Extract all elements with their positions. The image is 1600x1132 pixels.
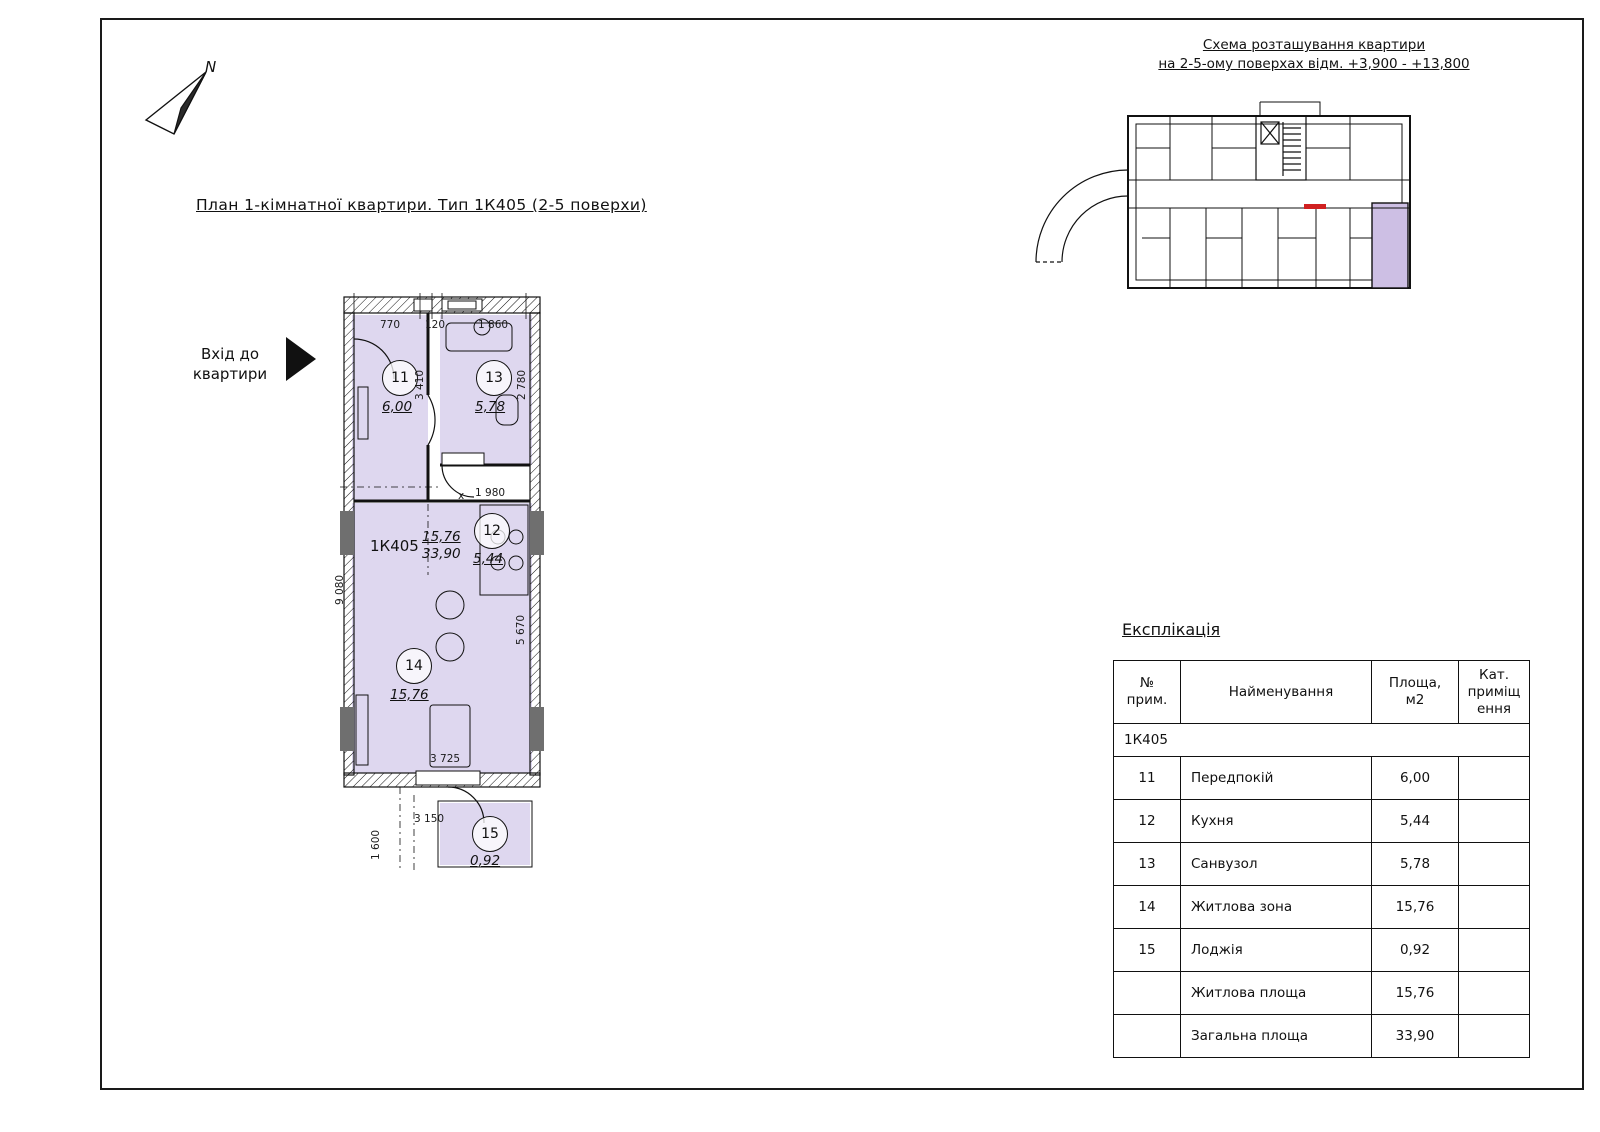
cell-name: Передпокій (1181, 757, 1372, 800)
header-area-line1: Площа, (1388, 675, 1442, 691)
north-arrow-icon (140, 62, 230, 152)
cell-name: Санвузол (1181, 843, 1372, 886)
room-number-12: 12 (474, 513, 510, 549)
cell-name: Загальна площа (1181, 1015, 1372, 1058)
header-area (1372, 661, 1459, 724)
page-title: План 1-кімнатної квартири. Тип 1К405 (2-5 поверхи) (196, 196, 647, 214)
room-area-15: 0,92 (470, 853, 501, 869)
cell-number: 13 (1114, 843, 1181, 886)
dim-120: 120 (425, 319, 446, 331)
dim-2780: 2 780 (516, 369, 528, 400)
dim-3410: 3 410 (414, 369, 426, 400)
cell-number (1114, 972, 1181, 1015)
north-letter: N (205, 58, 217, 76)
table-total-row (1114, 1015, 1530, 1058)
room-area-14: 15,76 (390, 687, 429, 703)
cell-area: 6,00 (1372, 757, 1459, 800)
keyplan-title-line1: Схема розташування квартири (1202, 37, 1426, 53)
cell-area: 15,76 (1372, 886, 1459, 929)
dim-1860: 1 860 (478, 319, 509, 331)
cell-number (1114, 1015, 1181, 1058)
cell-category (1459, 843, 1530, 886)
header-number-line2: прим. (1126, 692, 1168, 708)
table-row (1114, 886, 1530, 929)
keyplan-title-line2: на 2-5-ому поверхах відм. +3,900 - +13,800 (1158, 56, 1470, 72)
cell-area: 0,92 (1372, 929, 1459, 972)
room-number-13: 13 (476, 360, 512, 396)
cell-number: 11 (1114, 757, 1181, 800)
entrance-label-line2: квартири (192, 365, 268, 383)
group-label: 1К405 (1114, 724, 1530, 757)
table-row (1114, 757, 1530, 800)
cell-category (1459, 929, 1530, 972)
cell-number: 15 (1114, 929, 1181, 972)
header-number (1114, 661, 1181, 724)
dim-1600: 1 600 (370, 829, 382, 860)
header-number-line1: № (1139, 675, 1155, 691)
apartment-code: 1К405 (370, 537, 419, 555)
room-number-11: 11 (382, 360, 418, 396)
cell-category (1459, 972, 1530, 1015)
room-number-15: 15 (472, 816, 508, 852)
keyplan-entry-marker (1304, 204, 1326, 209)
cell-area: 5,78 (1372, 843, 1459, 886)
cell-category (1459, 886, 1530, 929)
cell-name: Житлова площа (1181, 972, 1372, 1015)
dim-5670: 5 670 (515, 614, 527, 645)
cell-category (1459, 800, 1530, 843)
cell-name: Житлова зона (1181, 886, 1372, 929)
room-area-11: 6,00 (382, 399, 413, 415)
cell-name: Лоджія (1181, 929, 1372, 972)
header-category-line2: приміщ (1467, 683, 1521, 700)
dim-3725: 3 725 (430, 753, 461, 765)
dim-x: х (458, 490, 465, 502)
table-header-row (1114, 661, 1530, 724)
cell-area: 5,44 (1372, 800, 1459, 843)
keyplan-diagram (1020, 88, 1520, 318)
table-total-row (1114, 972, 1530, 1015)
header-area-line2: м2 (1405, 692, 1425, 708)
dim-3150: 3 150 (414, 813, 445, 825)
apartment-total-area: 33,90 (422, 546, 461, 562)
keyplan-title (1124, 36, 1504, 74)
cell-number: 12 (1114, 800, 1181, 843)
table-row (1114, 929, 1530, 972)
cell-name: Кухня (1181, 800, 1372, 843)
entrance-label-line1: Вхід до (200, 345, 260, 363)
cell-area: 15,76 (1372, 972, 1459, 1015)
cell-area: 33,90 (1372, 1015, 1459, 1058)
table-row (1114, 800, 1530, 843)
table-group-row (1114, 724, 1530, 757)
header-category-line3: ення (1476, 700, 1512, 717)
entrance-label (175, 344, 285, 384)
entrance-arrow-icon (286, 337, 316, 381)
room-area-12: 5,44 (473, 551, 504, 567)
table-row (1114, 843, 1530, 886)
cell-category (1459, 757, 1530, 800)
keyplan-highlighted-apartment (1372, 203, 1408, 288)
room-area-13: 5,78 (475, 399, 506, 415)
dim-770: 770 (380, 319, 401, 331)
apartment-areas (422, 529, 461, 563)
dim-9080: 9 080 (334, 574, 346, 605)
exposition-table (1113, 660, 1530, 1058)
apartment-floor-plan (330, 275, 630, 885)
cell-number: 14 (1114, 886, 1181, 929)
dim-1980: 1 980 (475, 487, 506, 499)
header-name: Найменування (1181, 661, 1372, 724)
exposition-title: Експлікація (1122, 620, 1221, 639)
header-category (1459, 661, 1530, 724)
cell-category (1459, 1015, 1530, 1058)
room-number-14: 14 (396, 648, 432, 684)
header-category-line1: Кат. (1478, 666, 1509, 683)
apartment-living-area: 15,76 (422, 529, 461, 545)
